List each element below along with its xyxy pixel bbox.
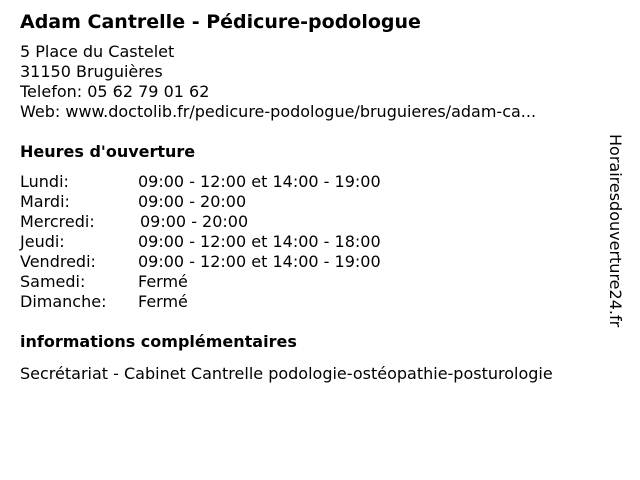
info-heading: informations complémentaires (20, 332, 297, 351)
day-hours: Fermé (138, 272, 188, 291)
info-text: Secrétariat - Cabinet Cantrelle podologie-ostéopathie-posturologie (20, 364, 553, 383)
site-watermark: Horairesdouverture24.fr (606, 134, 625, 328)
day-hours: 09:00 - 20:00 (138, 192, 247, 211)
address-city: 31150 Bruguières (20, 62, 163, 81)
day-hours: 09:00 - 20:00 (140, 212, 249, 231)
day-hours: 09:00 - 12:00 et 14:00 - 19:00 (138, 172, 381, 191)
day-label: Lundi: (20, 172, 69, 191)
hours-heading: Heures d'ouverture (20, 142, 196, 161)
website-link[interactable]: Web: www.doctolib.fr/pedicure-podologue/bruguieres/adam-ca... (20, 102, 537, 121)
business-title: Adam Cantrelle - Pédicure-podologue (20, 11, 421, 33)
hours-row-saturday (20, 272, 610, 292)
business-card (20, 8, 610, 384)
hours-row-monday (20, 172, 610, 192)
phone-number[interactable]: Telefon: 05 62 79 01 62 (20, 82, 210, 101)
hours-row-friday (20, 252, 610, 272)
day-hours: 09:00 - 12:00 et 14:00 - 18:00 (138, 232, 381, 251)
day-label: Mardi: (20, 192, 70, 211)
day-label: Vendredi: (20, 252, 96, 271)
day-hours: 09:00 - 12:00 et 14:00 - 19:00 (138, 252, 381, 271)
day-label: Dimanche: (20, 292, 107, 311)
hours-row-wednesday (20, 212, 610, 232)
day-label: Samedi: (20, 272, 86, 291)
hours-row-thursday (20, 232, 610, 252)
hours-row-sunday (20, 292, 610, 312)
day-hours: Fermé (138, 292, 188, 311)
hours-row-tuesday (20, 192, 610, 212)
day-label: Jeudi: (20, 232, 65, 251)
address-street: 5 Place du Castelet (20, 42, 175, 61)
day-label: Mercredi: (20, 212, 95, 231)
